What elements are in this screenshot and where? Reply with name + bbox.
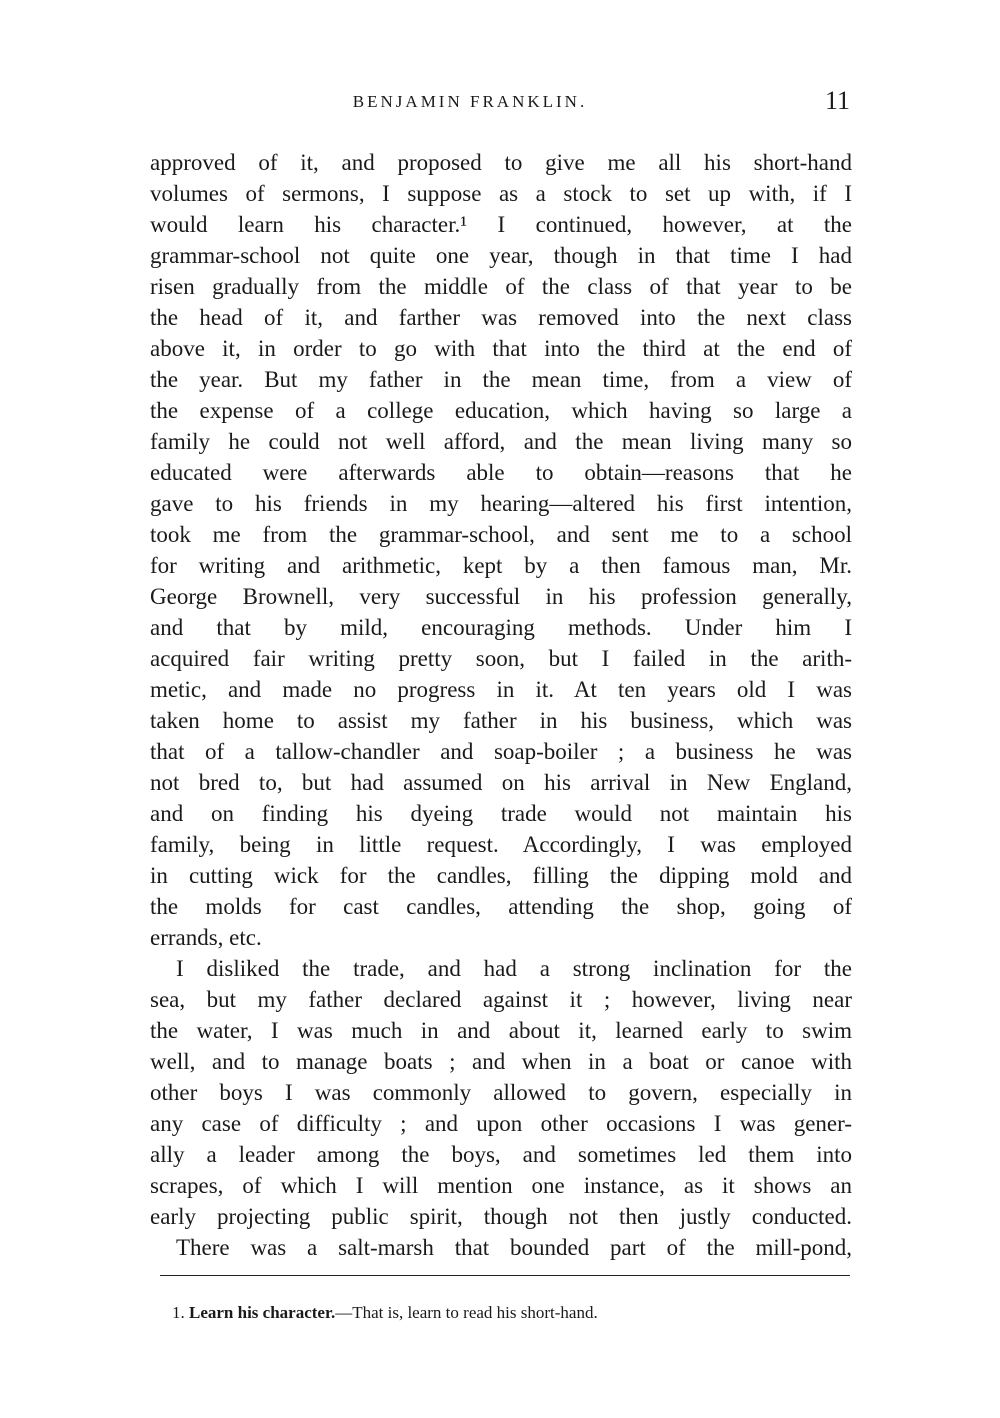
text-line: scrapes, of which I will mention one instance, as it shows an [150, 1173, 852, 1198]
footnote-marker: 1. [172, 1303, 185, 1322]
text-line: family, being in little request. Accordingly, I was employed [150, 832, 852, 857]
running-head [150, 86, 850, 116]
footnote [172, 1303, 598, 1323]
running-title: BENJAMIN FRANKLIN. [352, 92, 588, 111]
text-line: well, and to manage boats ; and when in a boat or canoe with [150, 1049, 852, 1074]
text-line: acquired fair writing pretty soon, but I failed in the arith- [150, 646, 852, 671]
text-line: that of a tallow-chandler and soap-boiler ; a business he was [150, 739, 852, 764]
text-line: family he could not well afford, and the mean living many so [150, 429, 852, 454]
text-line: There was a salt-marsh that bounded part of the mill-pond, [176, 1235, 852, 1260]
text-line: approved of it, and proposed to give me all his short-hand [150, 150, 852, 175]
text-line: took me from the grammar-school, and sent me to a school [150, 522, 852, 547]
text-line: above it, in order to go with that into the third at the end of [150, 336, 852, 361]
text-line: grammar-school not quite one year, though in that time I had [150, 243, 852, 268]
page-number: 11 [824, 86, 850, 115]
text-line: in cutting wick for the candles, filling the dipping mold and [150, 863, 852, 888]
footnote-text: —That is, learn to read his short-hand. [335, 1303, 598, 1322]
text-line: metic, and made no progress in it. At ten years old I was [150, 677, 852, 702]
text-line: sea, but my father declared against it ; however, living near [150, 987, 852, 1012]
footnote-term: Learn his character. [189, 1303, 336, 1322]
text-line: errands, etc. [150, 925, 262, 950]
text-line: the expense of a college education, which having so large a [150, 398, 852, 423]
text-line: educated were afterwards able to obtain—reasons that he [150, 460, 852, 485]
text-line: taken home to assist my father in his business, which was [150, 708, 852, 733]
text-line: for writing and arithmetic, kept by a then famous man, Mr. [150, 553, 852, 578]
text-line: ally a leader among the boys, and sometimes led them into [150, 1142, 852, 1167]
text-line: any case of difficulty ; and upon other occasions I was gener- [150, 1111, 852, 1136]
text-line: the water, I was much in and about it, learned early to swim [150, 1018, 852, 1043]
text-line: risen gradually from the middle of the class of that year to be [150, 274, 852, 299]
text-line: volumes of sermons, I suppose as a stock to set up with, if I [150, 181, 852, 206]
body-text [150, 147, 852, 1263]
text-line: not bred to, but had assumed on his arrival in New England, [150, 770, 852, 795]
text-line: the head of it, and farther was removed into the next class [150, 305, 852, 330]
text-line: the year. But my father in the mean time, from a view of [150, 367, 852, 392]
text-line: and on finding his dyeing trade would not maintain his [150, 801, 852, 826]
text-line: George Brownell, very successful in his profession generally, [150, 584, 852, 609]
text-line: would learn his character.¹ I continued, however, at the [150, 212, 852, 237]
text-line: other boys I was commonly allowed to govern, especially in [150, 1080, 852, 1105]
text-line: the molds for cast candles, attending the shop, going of [150, 894, 852, 919]
text-line: I disliked the trade, and had a strong inclination for the [176, 956, 852, 981]
text-line: early projecting public spirit, though not then justly conducted. [150, 1204, 852, 1229]
footnote-divider [160, 1275, 850, 1276]
text-line: gave to his friends in my hearing—altered his first intention, [150, 491, 852, 516]
text-line: and that by mild, encouraging methods. Under him I [150, 615, 852, 640]
